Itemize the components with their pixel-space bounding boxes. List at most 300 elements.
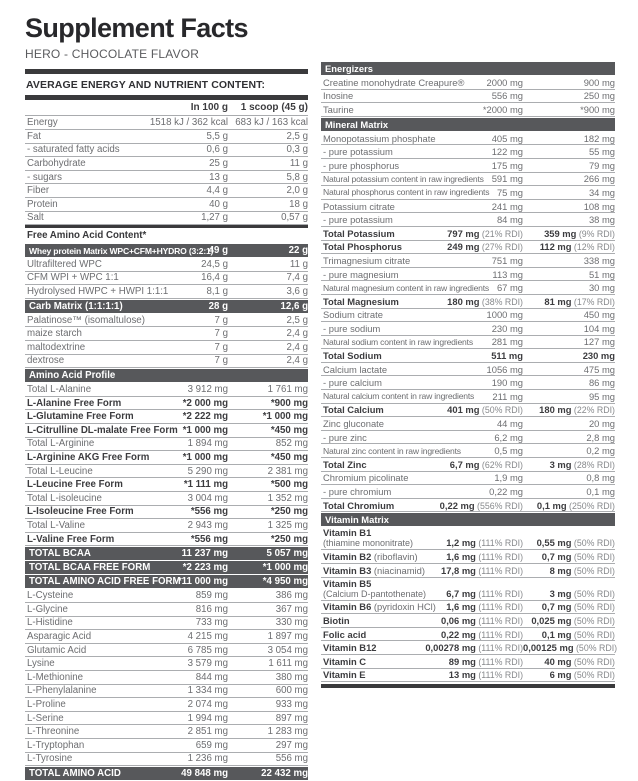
- value-per-scoop: 250 mg: [583, 90, 615, 102]
- value-per-100g: 24,5 g: [201, 258, 228, 270]
- table-row: [25, 327, 308, 341]
- table-row: [321, 322, 615, 336]
- value-per-scoop: 0,1 mg (50% RDI): [541, 628, 615, 640]
- row-label: L-Methionine: [27, 671, 84, 683]
- value-per-100g: 7 g: [214, 328, 228, 340]
- value-per-scoop: 0,00125 mg (50% RDI): [523, 642, 618, 654]
- value-per-scoop: 367 mg: [275, 603, 308, 615]
- row-label: Chromium picolinate: [323, 472, 409, 484]
- value-per-100g: 25 g: [209, 157, 228, 169]
- table-row: [25, 617, 308, 631]
- table-row: [321, 132, 615, 146]
- row-label: - pure potassium: [323, 146, 393, 158]
- value-per-100g: 0,22 mg (556% RDI): [439, 499, 523, 511]
- value-per-scoop: 112 mg (12% RDI): [539, 241, 615, 253]
- value-per-scoop: *500 mg: [270, 479, 308, 491]
- value-per-scoop: 1 283 mg: [267, 726, 308, 738]
- value-per-scoop: *450 mg: [270, 424, 308, 436]
- value-per-100g: 2000 mg: [486, 76, 523, 88]
- value-per-scoop: 104 mg: [583, 322, 615, 334]
- table-row: [25, 130, 308, 144]
- value-per-100g: *556 mg: [190, 506, 228, 518]
- table-row: [25, 341, 308, 355]
- value-per-100g: 659 mg: [195, 739, 228, 751]
- row-label: L-Isoleucine Free Form: [27, 506, 134, 518]
- value-per-scoop: *4 950 mg: [262, 576, 308, 588]
- table-row: [321, 458, 615, 472]
- row-label: - sugars: [27, 171, 62, 183]
- value-per-scoop: *900 mg: [580, 103, 615, 115]
- row-label: L-Proline: [27, 698, 66, 710]
- value-per-100g: 8,1 g: [206, 286, 228, 298]
- value-per-100g: 49 848 mg: [181, 768, 228, 780]
- row-label: Vitamin B1 (thiamine mononitrate): [323, 527, 414, 549]
- value-per-scoop: 0,7 mg (50% RDI): [541, 601, 615, 613]
- table-row: [25, 212, 308, 226]
- value-per-scoop: 0,2 mg: [586, 445, 615, 457]
- value-per-scoop: 2,5 g: [286, 314, 308, 326]
- value-per-100g: 859 mg: [195, 590, 228, 602]
- value-per-100g: 49 g: [208, 245, 228, 257]
- value-per-scoop: 230 mg: [582, 350, 615, 362]
- row-label: Vitamin B2 (riboflavin): [323, 551, 418, 563]
- row-label: - pure chromium: [323, 486, 392, 498]
- value-per-100g: 190 mg: [491, 377, 523, 389]
- row-label: Natural magnesium content in raw ingredients: [323, 282, 490, 293]
- row-label: Total Zinc: [323, 458, 367, 470]
- value-per-scoop: 330 mg: [275, 617, 308, 629]
- table-row: [25, 698, 308, 712]
- row-label: Inosine: [323, 90, 354, 102]
- row-label: Salt: [27, 212, 44, 224]
- table-row: [25, 630, 308, 644]
- table-row: [321, 431, 615, 445]
- value-per-100g: 3 004 mg: [187, 492, 228, 504]
- row-label: Free Amino Acid Content*: [27, 230, 147, 242]
- row-label: Vitamin B3 (niacinamid): [323, 564, 425, 576]
- value-per-scoop: 34 mg: [588, 186, 615, 198]
- page-title: Supplement Facts: [25, 13, 248, 43]
- value-per-100g: 1,6 mg (111% RDI): [446, 601, 523, 613]
- value-per-100g: 2 074 mg: [187, 698, 228, 710]
- value-per-100g: 180 mg (38% RDI): [447, 295, 523, 307]
- table-row: [321, 564, 615, 578]
- table-row: [321, 159, 615, 173]
- row-label: L-Histidine: [27, 617, 73, 629]
- table-row: [25, 657, 308, 671]
- row-label: Carb Matrix (1:1:1:1): [29, 300, 123, 312]
- value-per-scoop: 30 mg: [588, 282, 615, 294]
- value-per-100g: 13 g: [209, 171, 228, 183]
- value-per-100g: 0,22 mg (111% RDI): [440, 628, 523, 640]
- value-per-scoop: 3,6 g: [286, 286, 308, 298]
- table-row: [25, 492, 308, 506]
- row-label: Total L-Valine: [27, 519, 85, 531]
- table-row: [321, 186, 615, 200]
- value-per-scoop: 0,55 mg (50% RDI): [536, 537, 615, 549]
- table-row: [25, 603, 308, 617]
- value-per-scoop: 12,6 g: [280, 300, 308, 312]
- value-per-100g: 241 mg: [491, 200, 523, 212]
- value-per-100g: 17,8 mg (111% RDI): [440, 564, 523, 576]
- row-label: - pure sodium: [323, 322, 381, 334]
- row-label: L-Serine: [27, 712, 64, 724]
- value-per-100g: 1 894 mg: [187, 438, 228, 450]
- section-header-row: [25, 547, 308, 560]
- table-row: [321, 76, 615, 90]
- row-label: Lysine: [27, 658, 55, 670]
- table-row: [321, 90, 615, 104]
- value-per-100g: 405 mg: [491, 132, 523, 144]
- table-row: [25, 465, 308, 479]
- row-label: Ultrafiltered WPC: [27, 258, 102, 270]
- value-per-scoop: 897 mg: [275, 712, 308, 724]
- value-per-scoop: 359 mg (9% RDI): [544, 227, 615, 239]
- value-per-scoop: 475 mg: [583, 363, 615, 375]
- value-per-100g: 13 mg (111% RDI): [448, 669, 523, 681]
- table-row: [25, 157, 308, 171]
- value-per-100g: 11 237 mg: [181, 548, 228, 560]
- row-label: - pure calcium: [323, 377, 382, 389]
- row-label: Natural zinc content in raw ingredients: [323, 445, 461, 456]
- table-row: [25, 739, 308, 753]
- section-header-row: [25, 575, 308, 588]
- table-row: [321, 376, 615, 390]
- row-label: Protein: [27, 198, 58, 210]
- value-per-scoop: 2,4 g: [286, 328, 308, 340]
- row-label: Whey protein Matrix WPC+CFM+HYDRO (3:2:1): [29, 245, 214, 256]
- row-label: - saturated fatty acids: [27, 144, 120, 156]
- value-per-scoop: 2,4 g: [286, 341, 308, 353]
- row-label: Monopotassium phosphate: [323, 132, 436, 144]
- row-label: Total L-Alanine: [27, 384, 92, 396]
- section-header-row: [321, 62, 615, 75]
- value-per-scoop: 5,8 g: [286, 171, 308, 183]
- row-label: maize starch: [27, 328, 82, 340]
- value-per-100g: 6 785 mg: [187, 644, 228, 656]
- value-per-100g: 3 912 mg: [187, 384, 228, 396]
- row-label: Biotin: [323, 614, 350, 626]
- row-label: L-Leucine Free Form: [27, 479, 123, 491]
- section-header-row: [25, 300, 308, 313]
- value-per-100g: 0,6 g: [206, 144, 228, 156]
- row-label: dextrose: [27, 355, 65, 367]
- value-per-100g: 5 290 mg: [187, 465, 228, 477]
- table-row: [25, 725, 308, 739]
- value-per-100g: 1000 mg: [486, 309, 523, 321]
- row-label: L-Glycine: [27, 603, 68, 615]
- value-per-scoop: 900 mg: [583, 76, 615, 88]
- section-header-row: [321, 118, 615, 131]
- value-per-scoop: 18 g: [289, 198, 308, 210]
- value-per-100g: 0,22 mg: [489, 486, 523, 498]
- value-per-100g: 122 mg: [491, 146, 523, 158]
- value-per-100g: 175 mg: [491, 159, 523, 171]
- value-per-scoop: 450 mg: [583, 309, 615, 321]
- row-label: L-Tyrosine: [27, 753, 73, 765]
- row-label: - pure phosphorus: [323, 159, 400, 171]
- value-per-scoop: 22 g: [288, 245, 308, 257]
- row-label: Vitamin E: [323, 669, 366, 681]
- table-row: [25, 272, 308, 286]
- value-per-100g: 1518 kJ / 362 kcal: [149, 117, 228, 129]
- value-per-100g: 3 579 mg: [187, 658, 228, 670]
- row-label: Natural calcium content in raw ingredients: [323, 391, 475, 402]
- row-label: TOTAL AMINO ACID FREE FORM: [29, 576, 181, 588]
- value-per-scoop: 338 mg: [583, 254, 615, 266]
- table-row: [25, 478, 308, 492]
- section-header-row: [25, 369, 308, 382]
- value-per-scoop: 81 mg (17% RDI): [544, 295, 615, 307]
- value-per-scoop: 0,8 mg: [586, 472, 615, 484]
- value-per-100g: *2 222 mg: [182, 411, 228, 423]
- value-per-100g: 6,7 mg (111% RDI): [446, 587, 523, 599]
- table-row: [25, 451, 308, 465]
- value-per-scoop: 51 mg: [588, 268, 615, 280]
- value-per-scoop: 556 mg: [275, 753, 308, 765]
- table-row: [321, 485, 615, 499]
- value-per-100g: 1,9 mg: [494, 472, 523, 484]
- value-per-100g: 230 mg: [491, 322, 523, 334]
- value-per-scoop: 127 mg: [583, 336, 615, 348]
- row-label: - pure potassium: [323, 214, 393, 226]
- value-per-scoop: 2,0 g: [286, 185, 308, 197]
- flavor-subtitle: HERO - CHOCOLATE FLAVOR: [25, 47, 200, 62]
- value-per-100g: 7 g: [214, 341, 228, 353]
- row-label: Asparagic Acid: [27, 630, 92, 642]
- row-label: Vitamin B5 (Calcium D-pantothenate): [323, 577, 427, 599]
- nutrient-table: [25, 116, 308, 780]
- value-per-scoop: 683 kJ / 163 kcal: [235, 117, 308, 129]
- value-per-scoop: *250 mg: [270, 506, 308, 518]
- value-per-100g: 591 mg: [491, 173, 523, 185]
- table-row: [321, 213, 615, 227]
- row-label: Zinc gluconate: [323, 418, 384, 430]
- value-per-100g: 113 mg: [492, 268, 523, 280]
- value-per-scoop: *1 000 mg: [262, 562, 308, 574]
- table-row: [321, 390, 615, 404]
- table-row: [321, 103, 615, 117]
- table-row: [321, 417, 615, 431]
- row-label: Mineral Matrix: [325, 118, 389, 130]
- value-per-100g: *556 mg: [190, 533, 228, 545]
- table-row: [321, 349, 615, 363]
- value-per-100g: 84 mg: [496, 214, 523, 226]
- row-label: Hydrolysed HWPC + HWPI 1:1:1: [27, 286, 169, 298]
- table-row: [321, 336, 615, 350]
- row-label: Total L-Leucine: [27, 465, 93, 477]
- row-label: Calcium lactate: [323, 363, 388, 375]
- value-per-100g: 1,27 g: [201, 212, 228, 224]
- row-label: Taurine: [323, 103, 354, 115]
- row-label: TOTAL BCAA: [29, 548, 91, 560]
- table-row: [25, 519, 308, 533]
- value-per-scoop: 266 mg: [583, 173, 615, 185]
- table-row: [25, 285, 308, 299]
- table-row: [25, 410, 308, 424]
- row-label: L-Cysteine: [27, 590, 74, 602]
- row-label: L-Glutamine Free Form: [27, 411, 134, 423]
- value-per-scoop: 2,4 g: [286, 355, 308, 367]
- value-per-scoop: 0,1 mg (250% RDI): [536, 499, 615, 511]
- value-per-100g: 401 mg (50% RDI): [447, 404, 523, 416]
- row-label: Natural phosphorus content in raw ingredients: [323, 187, 490, 198]
- row-label: Carbohydrate: [27, 157, 86, 169]
- row-label: - pure zinc: [323, 431, 367, 443]
- value-per-scoop: 0,1 mg: [586, 486, 615, 498]
- value-per-100g: 211 mg: [492, 390, 523, 402]
- value-per-scoop: 11 g: [289, 157, 308, 169]
- value-per-scoop: 0,7 mg (50% RDI): [541, 551, 615, 563]
- col-header-per-scoop: 1 scoop (45 g): [240, 102, 308, 114]
- value-per-100g: 797 mg (21% RDI): [447, 227, 523, 239]
- column-header-row: [25, 100, 308, 116]
- value-per-100g: 6,2 mg: [494, 431, 523, 443]
- value-per-scoop: 3 054 mg: [267, 644, 308, 656]
- table-row: [25, 258, 308, 272]
- value-per-scoop: 297 mg: [275, 739, 308, 751]
- value-per-scoop: 1 611 mg: [268, 658, 308, 670]
- value-per-100g: 2 943 mg: [187, 519, 228, 531]
- row-label: CFM WPI + WPC 1:1: [27, 272, 119, 284]
- value-per-100g: 1 994 mg: [187, 712, 228, 724]
- table-row: [321, 254, 615, 268]
- value-per-100g: *2 000 mg: [182, 397, 228, 409]
- table-row: [321, 404, 615, 418]
- value-per-scoop: 40 mg (50% RDI): [544, 655, 615, 667]
- table-row: [321, 200, 615, 214]
- row-label: TOTAL BCAA FREE FORM: [29, 562, 151, 574]
- table-row: [321, 281, 615, 295]
- row-label: - pure magnesium: [323, 268, 399, 280]
- value-per-100g: 4 215 mg: [187, 630, 228, 642]
- row-label: Potassium citrate: [323, 200, 395, 212]
- section-header-row: [25, 244, 308, 257]
- value-per-100g: 40 g: [209, 198, 228, 210]
- row-label: L-Valine Free Form: [27, 533, 115, 545]
- row-label: Palatinose™ (isomaltulose): [27, 314, 145, 326]
- row-label: Total L-isoleucine: [27, 492, 102, 504]
- table-row: [25, 424, 308, 438]
- value-per-scoop: 3 mg (28% RDI): [549, 458, 615, 470]
- value-per-scoop: 600 mg: [275, 685, 308, 697]
- value-per-scoop: 5 057 mg: [266, 548, 308, 560]
- row-label: Creatine monohydrate Creapure®: [323, 76, 465, 88]
- value-per-scoop: 2,5 g: [286, 130, 308, 142]
- value-per-100g: 75 mg: [496, 186, 523, 198]
- value-per-100g: 7 g: [214, 355, 228, 367]
- row-label: Sodium citrate: [323, 309, 383, 321]
- value-per-scoop: 1 897 mg: [267, 630, 308, 642]
- row-label: L-Citrulline DL-malate Free Form: [27, 424, 178, 436]
- value-per-scoop: 11 g: [289, 258, 308, 270]
- value-per-scoop: *450 mg: [270, 452, 308, 464]
- value-per-100g: *1 111 mg: [183, 479, 228, 491]
- table-row: [25, 144, 308, 158]
- row-label: Vitamin Matrix: [325, 514, 389, 526]
- row-label: Fat: [27, 130, 41, 142]
- row-label: Energizers: [325, 63, 373, 74]
- value-per-scoop: 22 432 mg: [261, 768, 308, 780]
- value-per-scoop: 95 mg: [588, 390, 615, 402]
- value-per-scoop: 933 mg: [275, 698, 308, 710]
- row-label: L-Tryptophan: [27, 739, 85, 751]
- table-row: [321, 363, 615, 377]
- section-header-row: [25, 767, 308, 780]
- value-per-100g: *1 000 mg: [182, 424, 228, 436]
- value-per-scoop: 55 mg: [588, 146, 615, 158]
- value-per-100g: 5,5 g: [206, 130, 228, 142]
- row-label: Vitamin B6 (pyridoxin HCl): [323, 601, 436, 613]
- row-label: Total Calcium: [323, 404, 384, 416]
- value-per-scoop: 79 mg: [588, 159, 615, 171]
- value-per-100g: 7 g: [214, 314, 228, 326]
- value-per-100g: 28 g: [208, 300, 228, 312]
- row-label: Vitamin C: [323, 655, 367, 667]
- row-label: Total Sodium: [323, 350, 382, 362]
- value-per-scoop: 380 mg: [275, 671, 308, 683]
- row-label: Total Chromium: [323, 499, 395, 511]
- row-label: Vitamin B12: [323, 642, 377, 654]
- value-per-100g: 816 mg: [195, 603, 228, 615]
- table-row: [321, 655, 615, 669]
- table-row: [25, 397, 308, 411]
- value-per-scoop: 1 761 mg: [267, 384, 308, 396]
- table-row: [321, 628, 615, 642]
- table-row: [321, 295, 615, 309]
- value-per-100g: 0,06 mg (111% RDI): [440, 614, 523, 626]
- value-per-scoop: 38 mg: [588, 214, 615, 226]
- value-per-scoop: 7,4 g: [286, 272, 308, 284]
- value-per-scoop: 2,8 mg: [586, 431, 615, 443]
- row-label: maltodextrine: [27, 341, 86, 353]
- row-label: L-Alanine Free Form: [27, 397, 122, 409]
- table-row: [321, 472, 615, 486]
- value-per-100g: 249 mg (27% RDI): [447, 241, 523, 253]
- left-column: [25, 14, 308, 781]
- row-label: Total Potassium: [323, 227, 395, 239]
- value-per-100g: 4,4 g: [206, 185, 228, 197]
- col-header-per-100g: In 100 g: [190, 102, 228, 114]
- table-row: [25, 171, 308, 185]
- table-row: [321, 527, 615, 550]
- value-per-100g: 751 mg: [491, 254, 523, 266]
- table-row: [25, 116, 308, 130]
- row-label: L-Arginine AKG Free Form: [27, 452, 150, 464]
- value-per-100g: 16,4 g: [201, 272, 228, 284]
- value-per-scoop: 1 325 mg: [267, 519, 308, 531]
- value-per-scoop: 182 mg: [583, 132, 615, 144]
- value-per-scoop: 852 mg: [275, 438, 308, 450]
- table-row: [25, 671, 308, 685]
- table-row: [25, 712, 308, 726]
- value-per-100g: 1056 mg: [486, 363, 523, 375]
- value-per-scoop: 1 352 mg: [267, 492, 308, 504]
- table-row: [25, 506, 308, 520]
- table-row: [321, 669, 615, 683]
- table-row: [25, 533, 308, 547]
- table-row: [321, 499, 615, 513]
- table-row: [321, 309, 615, 323]
- table-row: [25, 314, 308, 328]
- value-per-100g: 844 mg: [195, 671, 228, 683]
- value-per-100g: *11 000 mg: [177, 576, 228, 588]
- table-row: [321, 268, 615, 282]
- row-label: TOTAL AMINO ACID: [29, 768, 121, 780]
- value-per-scoop: 20 mg: [588, 418, 615, 430]
- table-caption: AVERAGE ENERGY AND NUTRIENT CONTENT:: [26, 79, 266, 92]
- row-label: Folic acid: [323, 628, 367, 640]
